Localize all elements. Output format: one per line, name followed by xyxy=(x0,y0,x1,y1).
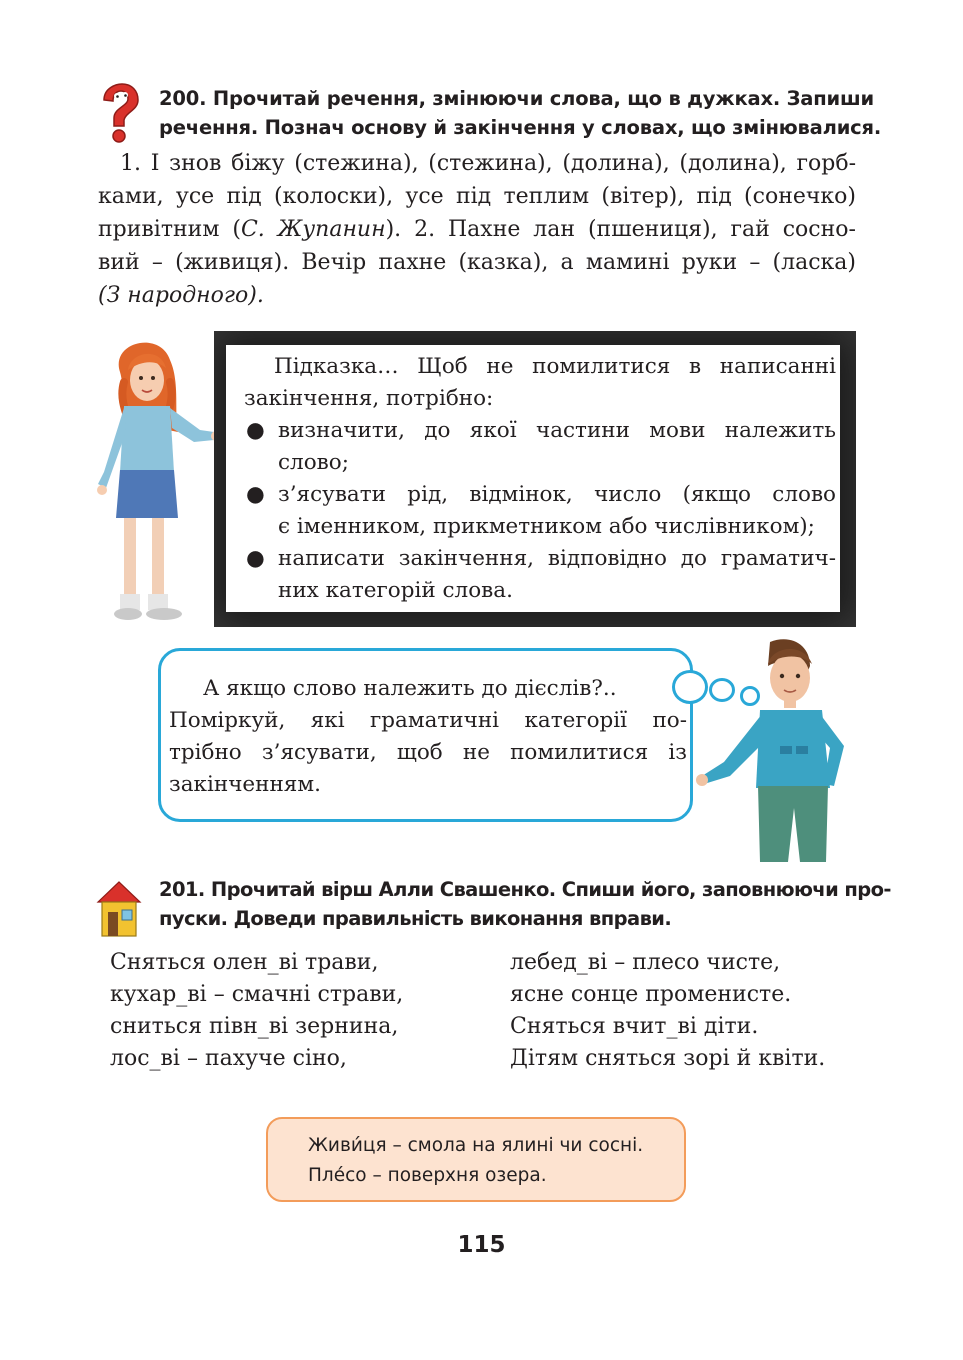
bullet-line: є іменником, прикметником або числівником); xyxy=(278,514,815,539)
source-note: (З народного). xyxy=(98,283,264,308)
bullet-icon: ● xyxy=(246,482,265,507)
bullet-line: написати закінчення, відповідно до граматич- xyxy=(278,546,836,571)
question-mark-icon xyxy=(96,82,140,144)
heading-line: 200. Прочитай речення, змінюючи слова, що в дужках. Запиши xyxy=(159,87,874,110)
note-line: Живи́ця – смола на ялині чи сосні. xyxy=(308,1135,644,1156)
hint-panel xyxy=(226,345,840,612)
hint-line: закінчення, потрібно: xyxy=(244,386,494,411)
house-icon xyxy=(96,880,142,938)
bullet-icon: ● xyxy=(246,418,265,443)
heading-line: речення. Познач основу й закінчення у словах, що змінювалися. xyxy=(159,116,882,139)
poem-line: сниться півн_ві зернина, xyxy=(110,1014,399,1039)
text-fragment: ). 2. Пахне лан (пшениця), гай сосно- xyxy=(385,217,856,242)
note-line: Пле́со – поверхня озера. xyxy=(308,1165,547,1186)
poem-line: Сняться олен_ві трави, xyxy=(110,950,379,975)
bubble-line: трібно з’ясувати, щоб не помилитися із xyxy=(169,740,687,765)
poem-line: ясне сонце променисте. xyxy=(510,982,792,1007)
text-fragment: привітним ( xyxy=(98,217,241,242)
heading-line: 201. Прочитай вірш Алли Свашенко. Спиши його, заповнюючи про- xyxy=(159,878,891,901)
heading-line: пуски. Доведи правильність виконання вправи. xyxy=(159,907,672,930)
bubble-line: закінченням. xyxy=(169,772,321,797)
hint-bullet xyxy=(244,415,836,479)
hint-text xyxy=(244,351,836,607)
page-number: 115 xyxy=(457,1232,506,1258)
poem-line: кухар_ві – смачні страви, xyxy=(110,982,404,1007)
poem-line: лебед_ві – плесо чисте, xyxy=(510,950,781,975)
hint-line: Підказка… Щоб не помилитися в написанні xyxy=(274,354,836,379)
boy-illustration xyxy=(694,636,864,862)
note-text xyxy=(308,1131,643,1191)
hint-box xyxy=(214,331,856,627)
poem-line: Дітям сняться зорі й квіти. xyxy=(510,1046,826,1071)
hint-bullet xyxy=(244,479,836,543)
bullet-line: визначити, до якої частини мови належить xyxy=(278,418,836,443)
poem-line: Сняться вчит_ві діти. xyxy=(510,1014,759,1039)
bullet-line: з’ясувати рід, відмінок, число (якщо слово xyxy=(278,482,836,507)
bullet-line: слово; xyxy=(278,450,349,475)
text-line: 1. І знов біжу (стежина), (стежина), (долина), (долина), горб- xyxy=(120,151,856,176)
bullet-icon: ● xyxy=(246,546,265,571)
poem-right-column xyxy=(510,947,825,1075)
text-line xyxy=(98,213,856,246)
poem-line: лос_ві – пахуче сіно, xyxy=(110,1046,347,1071)
glossary-note xyxy=(266,1117,686,1202)
hint-bullet xyxy=(244,543,836,607)
bubble-line: А якщо слово належить до дієслів?.. xyxy=(203,676,617,701)
task-201-heading xyxy=(159,875,891,933)
text-line: ками, усе під (колоски), усе під теплим (вітер), під (сонечко) xyxy=(98,184,856,209)
bubble-line: Поміркуй, які граматичні категорії по- xyxy=(169,708,687,733)
poem-left-column xyxy=(110,947,403,1075)
text-line: вий – (живиця). Вечір пахне (казка), а мамині руки – (ласка) xyxy=(98,250,856,275)
task-200-heading xyxy=(159,84,881,142)
bubble-text xyxy=(169,673,687,801)
bullet-line: них категорій слова. xyxy=(278,578,513,603)
task-200-text xyxy=(98,147,856,312)
thought-bubble xyxy=(158,648,693,822)
girl-illustration xyxy=(90,332,220,622)
author-name: С. Жупанин xyxy=(240,217,386,242)
